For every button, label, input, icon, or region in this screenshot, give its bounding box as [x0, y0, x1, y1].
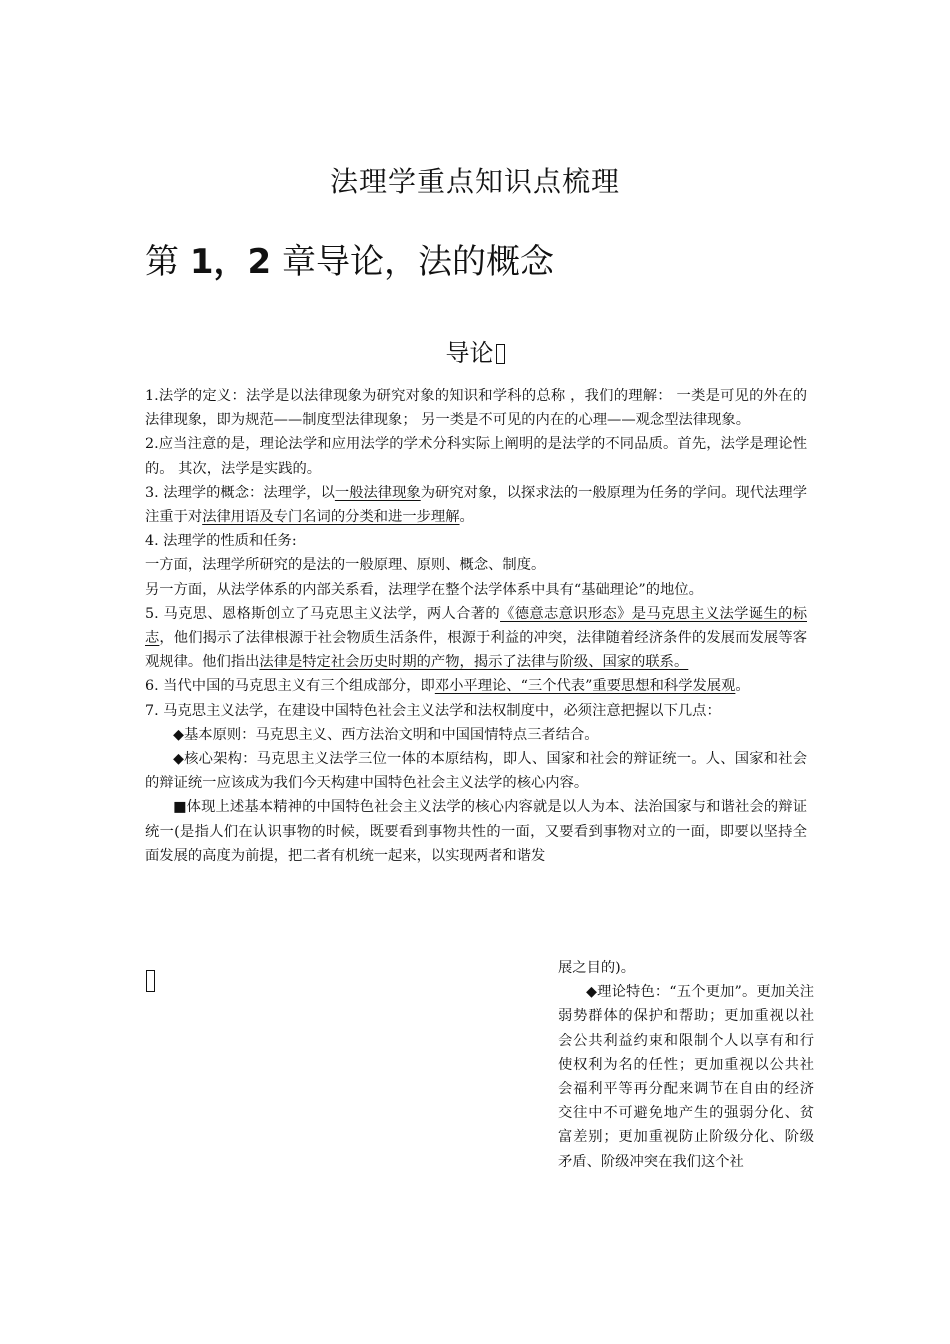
paragraph-5-text-b: ，他们揭示了法律根源于社会物质生活条件，根源于利益的冲突，法律随着经济条件的发展而发展等客观规律。他们指出 — [145, 630, 808, 671]
paragraph-7: 7. 马克思主义法学，在建设中国特色社会主义法学和法权制度中，必须注意把握以下几点： — [145, 702, 721, 719]
paragraph-5-underline-2: 法律是特定社会历史时期的产物，揭示了法律与阶级、国家的联系。 — [259, 654, 689, 671]
chapter-numbers: 1，2 — [189, 242, 272, 282]
paragraph-5-text-a: 5. 马克思、恩格斯创立了马克思主义法学，两人合著的 — [145, 605, 501, 622]
paragraph-3-underline-2: 法律用语及专门名词的分类和进一步理解 — [202, 509, 460, 526]
chapter-suffix: 章导论，法的概念 — [271, 242, 554, 282]
chapter-heading — [145, 234, 554, 283]
section-heading-text: 导论 — [445, 339, 494, 367]
body-text — [145, 384, 807, 868]
paragraph-3 — [145, 481, 807, 529]
paragraph-6 — [145, 674, 807, 698]
paragraph-3-text-c: 。 — [459, 509, 474, 526]
paragraph-1: 1.法学的定义：法学是以法律现象为研究对象的知识和学科的总称 ，我们的理解： 一类是可见的外在的法律现象，即为规范——制度型法律现象； 另一类是不可见的内在的心理——观念型法律现象。 — [145, 388, 807, 429]
paragraph-5 — [145, 602, 807, 675]
paragraph-4b: 另一方面，从法学体系的内部关系看，法理学在整个法学体系中具有“基础理论”的地位。 — [145, 581, 703, 598]
missing-glyph-icon — [496, 344, 505, 364]
paragraph-6-text-a: 6. 当代中国的马克思主义有三个组成部分，即 — [145, 678, 435, 695]
paragraph-3-text-a: 3. 法理学的概念：法理学，以 — [145, 484, 335, 501]
paragraph-7c-end: 展之目的)。 — [558, 960, 636, 976]
section-heading — [0, 333, 950, 368]
document-title: 法理学重点知识点梳理 — [329, 165, 620, 198]
paragraph-7a: ◆基本原则：马克思主义、西方法治文明和中国国情特点三者结合。 — [173, 726, 599, 743]
paragraph-4: 4. 法理学的性质和任务: — [145, 533, 297, 550]
paragraph-6-underline-1: 邓小平理论、“三个代表”重要思想和科学发展观 — [434, 678, 736, 695]
paragraph-7c: ■体现上述基本精神的中国特色社会主义法学的核心内容就是以人为本、法治国家与和谐社会的辩证统一(是指人们在认识事物的时候，既要看到事物共性的一面，又要看到事物对立的一面，即要以坚持全面发展的高度为前提，把二者有机统一起来，以实现两者和谐发 — [145, 799, 807, 864]
paragraph-5-underline-1: 《德意志意识形态》是马克思主义法学诞生的标志 — [145, 605, 807, 647]
paragraph-7d: ◆理论特色：“五个更加”。更加关注弱势群体的保护和帮助；更加重视以社会公共利益约束和限制个人以享有和行使权利为名的任性；更加重视以公共社会福利平等再分配来调节在自由的经济交往中不可避免地产生的强弱分化、贫富差别；更加重视防止阶级分化、阶级矛盾、阶级冲突在我们这个社 — [558, 984, 814, 1170]
paragraph-3-text-b: 为研究对象，以探求法的一般原理为任务的学问。现代法理学注重于对 — [145, 484, 808, 526]
paragraph-2: 2.应当注意的是，理论法学和应用法学的学术分科实际上阐明的是法学的不同品质。首先，法学是理论性的。 其次，法学是实践的。 — [145, 436, 807, 477]
wrapped-column — [558, 956, 814, 1174]
paragraph-4a: 一方面，法理学所研究的是法的一般原理、原则、概念、制度。 — [145, 557, 546, 574]
missing-glyph-icon — [146, 970, 155, 992]
paragraph-3-underline-1: 一般法律现象 — [334, 484, 421, 501]
paragraph-6-text-b: 。 — [735, 678, 750, 695]
chapter-prefix: 第 — [145, 242, 190, 282]
paragraph-7b: ◆核心架构：马克思主义法学三位一体的本原结构，即人、国家和社会的辩证统一。人、国家和社会的辩证统一应该成为我们今天构建中国特色社会主义法学的核心内容。 — [145, 751, 807, 792]
